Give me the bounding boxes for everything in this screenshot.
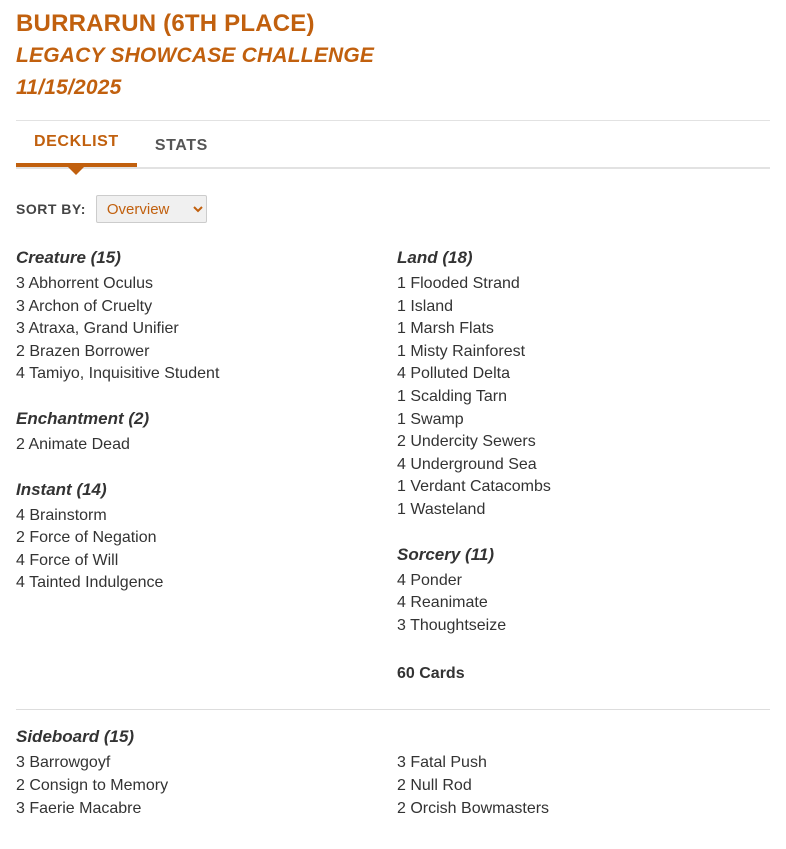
section-title: Enchantment (2) <box>16 408 150 428</box>
card-name: Thoughtseize <box>405 616 507 634</box>
card-row[interactable] <box>397 615 758 638</box>
sideboard-section <box>16 724 770 820</box>
card-name: Polluted Delta <box>405 365 510 383</box>
card-row[interactable] <box>16 798 381 821</box>
card-row[interactable] <box>16 273 381 296</box>
card-quantity: 4 <box>397 594 406 612</box>
card-name: Tainted Indulgence <box>24 574 164 592</box>
card-name: Orcish Bowmasters <box>405 799 550 817</box>
page-header <box>16 0 770 104</box>
card-name: Wasteland <box>405 500 486 518</box>
card-row[interactable] <box>397 409 758 432</box>
sort-bar <box>16 195 770 223</box>
card-row[interactable] <box>397 592 758 615</box>
card-quantity: 1 <box>397 410 406 428</box>
event-name: LEGACY SHOWCASE CHALLENGE <box>16 44 375 67</box>
card-name: Archon of Cruelty <box>24 297 153 315</box>
card-name: Faerie Macabre <box>24 799 142 817</box>
card-name: Null Rod <box>405 776 472 794</box>
card-quantity: 2 <box>16 342 25 360</box>
card-quantity: 1 <box>397 342 406 360</box>
card-quantity: 4 <box>397 365 406 383</box>
card-row[interactable] <box>397 499 758 522</box>
tab-bar <box>16 121 770 169</box>
sort-select[interactable] <box>96 195 207 223</box>
card-name: Brazen Borrower <box>24 342 150 360</box>
maindeck-columns <box>16 245 770 683</box>
card-quantity: 4 <box>397 571 406 589</box>
deck-total: 60 Cards <box>397 665 465 683</box>
maindeck-right-column <box>393 245 770 683</box>
card-quantity: 3 <box>16 297 25 315</box>
card-row[interactable] <box>16 775 381 798</box>
section-title: Sorcery (11) <box>397 544 495 564</box>
card-name: Verdant Catacombs <box>405 478 551 496</box>
card-row[interactable] <box>397 570 758 593</box>
card-row[interactable] <box>397 363 758 386</box>
card-name: Force of Will <box>24 551 119 569</box>
sideboard-right-column <box>393 724 770 820</box>
card-quantity: 2 <box>16 529 25 547</box>
event-date: 11/15/2025 <box>16 76 122 99</box>
card-row[interactable] <box>16 550 381 573</box>
card-quantity: 1 <box>397 297 406 315</box>
card-row[interactable] <box>16 363 381 386</box>
card-row[interactable] <box>397 386 758 409</box>
card-quantity: 1 <box>397 387 406 405</box>
sort-label: SORT BY: <box>16 201 86 217</box>
card-quantity: 2 <box>397 799 406 817</box>
card-row[interactable] <box>16 296 381 319</box>
card-quantity: 1 <box>397 320 406 338</box>
card-name: Island <box>405 297 454 315</box>
card-name: Animate Dead <box>24 435 130 453</box>
card-row[interactable] <box>397 775 758 798</box>
card-row[interactable] <box>397 273 758 296</box>
card-quantity: 3 <box>397 616 406 634</box>
section-title: Instant (14) <box>16 479 107 499</box>
card-name: Ponder <box>405 571 462 589</box>
card-name: Reanimate <box>405 594 488 612</box>
maindeck-left-column <box>16 245 393 683</box>
card-name: Barrowgoyf <box>24 754 111 772</box>
card-name: Fatal Push <box>405 754 487 772</box>
card-quantity: 3 <box>16 320 25 338</box>
card-type-section <box>397 245 758 522</box>
card-row[interactable] <box>397 341 758 364</box>
card-quantity: 1 <box>397 500 406 518</box>
card-name: Swamp <box>405 410 464 428</box>
card-quantity: 3 <box>397 754 406 772</box>
card-row[interactable] <box>16 318 381 341</box>
card-row[interactable] <box>397 431 758 454</box>
card-name: Underground Sea <box>405 455 537 473</box>
card-quantity: 2 <box>16 776 25 794</box>
card-row[interactable] <box>397 318 758 341</box>
card-row[interactable] <box>397 454 758 477</box>
card-row[interactable] <box>16 527 381 550</box>
card-name: Atraxa, Grand Unifier <box>24 320 179 338</box>
card-quantity: 1 <box>397 275 406 292</box>
card-quantity: 1 <box>397 478 406 496</box>
tab-stats[interactable]: STATS <box>137 127 226 167</box>
card-row[interactable] <box>16 752 381 775</box>
section-title: Creature (15) <box>16 248 121 267</box>
sideboard-left-column <box>16 724 393 820</box>
card-row[interactable] <box>397 476 758 499</box>
card-name: Marsh Flats <box>405 320 494 338</box>
section-title: Land (18) <box>397 248 473 267</box>
card-name: Scalding Tarn <box>405 387 508 405</box>
card-quantity: 2 <box>397 776 406 794</box>
sideboard-divider <box>16 709 770 710</box>
card-quantity: 2 <box>16 435 25 453</box>
sideboard-spacer <box>397 724 758 752</box>
card-name: Consign to Memory <box>24 776 169 794</box>
card-type-section <box>397 542 758 638</box>
card-row[interactable] <box>16 434 381 457</box>
card-quantity: 3 <box>16 754 25 772</box>
card-name: Brainstorm <box>24 506 107 524</box>
card-type-section <box>16 477 381 595</box>
card-row[interactable] <box>397 798 758 821</box>
card-name: Force of Negation <box>24 529 157 547</box>
card-type-section <box>16 245 381 386</box>
card-quantity: 4 <box>16 574 25 592</box>
card-row[interactable] <box>16 341 381 364</box>
card-name: Undercity Sewers <box>405 433 536 451</box>
card-row[interactable] <box>16 505 381 528</box>
card-row[interactable] <box>16 572 381 595</box>
card-name: Tamiyo, Inquisitive Student <box>24 365 220 383</box>
card-type-section <box>16 406 381 457</box>
card-quantity: 3 <box>16 275 25 292</box>
card-quantity: 3 <box>16 799 25 817</box>
card-name: Flooded Strand <box>405 275 520 292</box>
card-quantity: 4 <box>397 455 406 473</box>
sideboard-title: Sideboard (15) <box>16 727 135 747</box>
card-quantity: 2 <box>397 433 406 451</box>
page-title: BURRARUN (6TH PLACE) <box>16 10 315 37</box>
card-quantity: 4 <box>16 506 25 524</box>
card-quantity: 4 <box>16 365 25 383</box>
card-quantity: 4 <box>16 551 25 569</box>
tab-decklist[interactable]: DECKLIST <box>16 123 137 167</box>
card-name: Misty Rainforest <box>405 342 526 360</box>
card-name: Abhorrent Oculus <box>24 275 153 292</box>
card-row[interactable] <box>397 752 758 775</box>
card-row[interactable] <box>397 296 758 319</box>
